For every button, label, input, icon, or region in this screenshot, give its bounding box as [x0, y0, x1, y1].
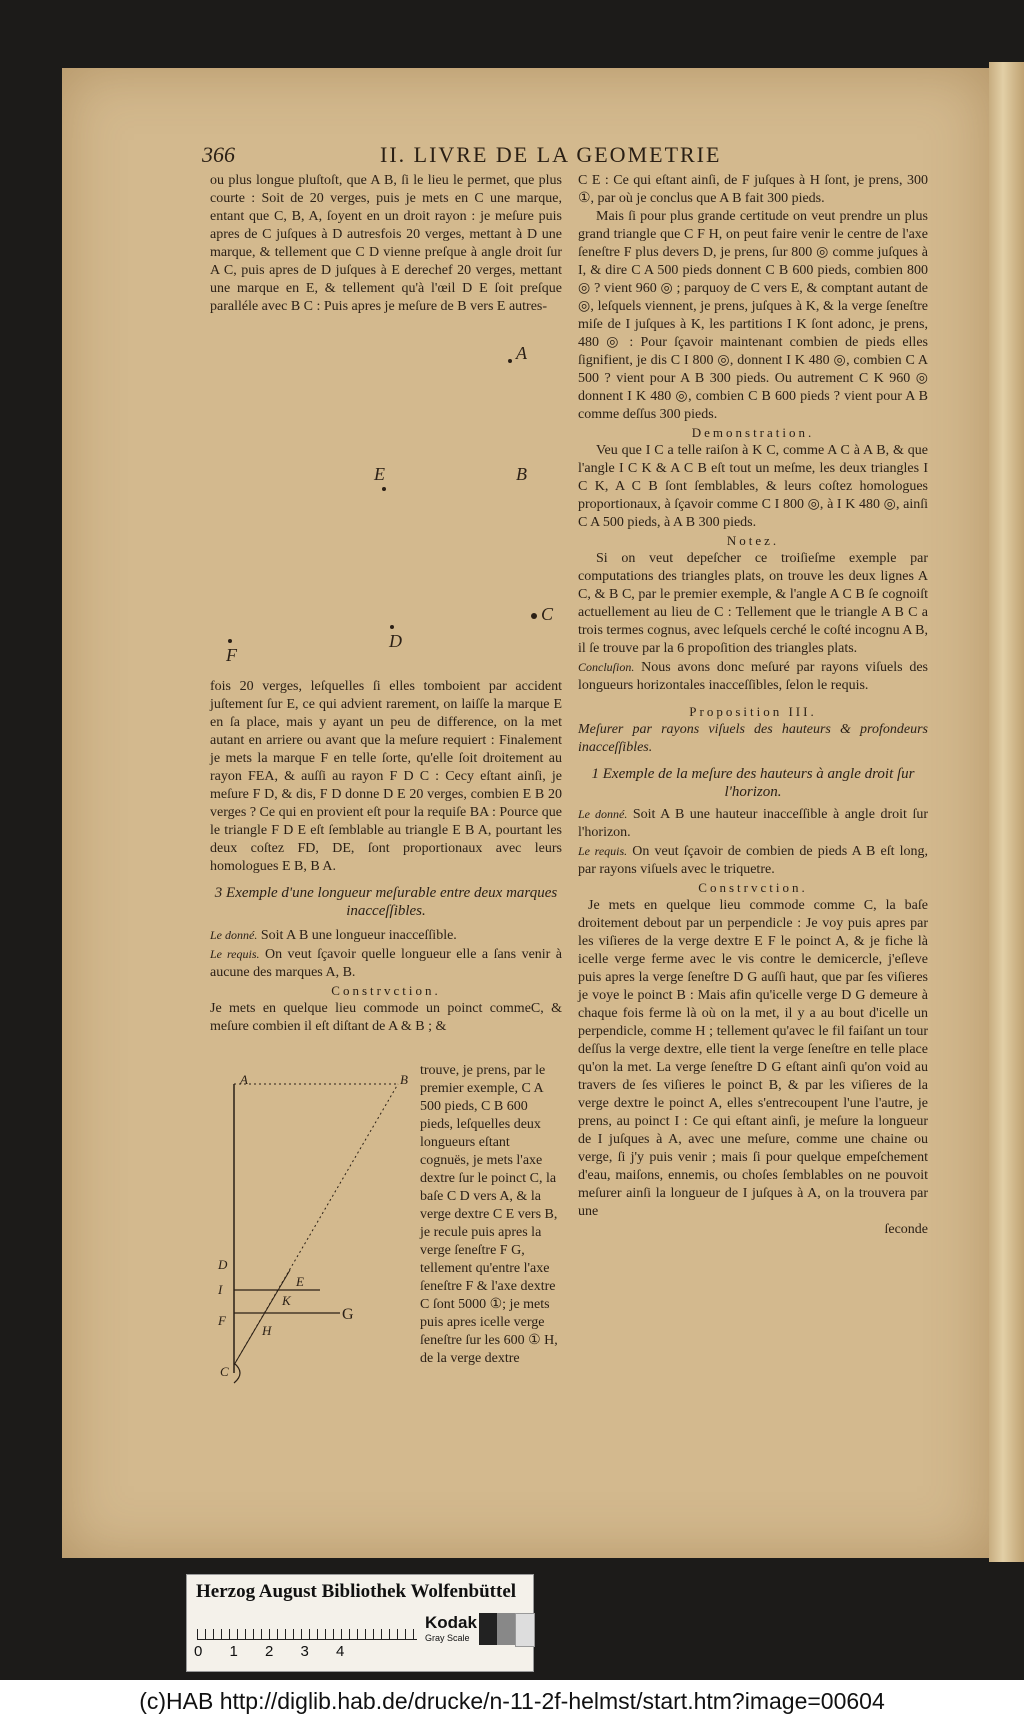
- fig1-label-c: C: [541, 604, 554, 624]
- example-3-title: 3 Exemple d'une longueur meſurable entre deux marques inacceſſibles.: [214, 885, 558, 919]
- right-construction-heading: Constrvction.: [698, 880, 808, 895]
- requis-label: Le requis.: [210, 947, 260, 961]
- running-title: II. LIVRE DE LA GEOMETRIE: [380, 142, 722, 167]
- fig1-label-b: B: [516, 464, 527, 484]
- left-para-1: ou plus longue pluſtoſt, que A B, ſi le lieu le permet, que plus courte : Soit de 20 verges, puis je mets en C une marque, entant que C, B, A, ſoyent en un droit rayon : je meſure puis apres de C juſques à D autresfois 20 verges, mettant à D une marque, & tellement que C D vienne preſque à angle droit ſur A C, puis apres de D juſques à E derechef 20 verges, mettant une marque en E, & tellement qu'à l'œil D E ſoit preſque paralléle avec B C : Puis apres je meſure de B vers E autres-: [210, 173, 562, 314]
- fig2-diagram: [210, 1065, 410, 1385]
- fig2-label-f: F: [218, 1313, 226, 1328]
- right-requis-label: Le requis.: [578, 844, 628, 858]
- fig2-label-c: C: [220, 1364, 229, 1379]
- fig2-label-e: E: [296, 1274, 304, 1289]
- page-edge: [989, 62, 1024, 1562]
- fig1-label-f: F: [226, 645, 237, 665]
- source-url-footer: (c)HAB http://diglib.hab.de/drucke/n-11-2f-helmst/start.htm?image=00604: [0, 1680, 1024, 1722]
- fig2-label-h: H: [262, 1323, 272, 1338]
- fig2-label-i: I: [218, 1282, 223, 1297]
- fig1-label-a: A: [516, 343, 527, 363]
- notez-text: Si on veut depeſcher ce troiſieſme exemple par computations des triangles plats, on trouve les deux lignes A C, & B C, par le premier exemple, & l'angle A C B ſe cognoiſt actuellement au lieu de C : Tellement que le triangle A B C a trois termes cognus, avec leſquels cerché le coſté incognu A B, il ſe trouve par la 6 propoſition des triangles plats.: [578, 551, 928, 656]
- color-reference-card: [186, 1574, 534, 1672]
- fig2-label-b: B: [400, 1072, 408, 1087]
- demonstration-text: Veu que I C a telle raiſon à K C, comme A C à A B, & que l'angle I C K & A C B eſt tout un meſme, les deux triangles I C K, A C B ſont ſemblables, & leurs coſtez homologues proportionaux, à ſçavoir comme C I 800 ◎, à I K 480 ◎, ainſi C A 500 pieds, à A B 300 pieds.: [578, 443, 928, 530]
- right-given-text: Soit A B une hauteur inacceſſible à angle droit ſur l'horizon.: [578, 807, 928, 840]
- conclusion-text: Nous avons donc meſuré par rayons viſuels des longueurs horizontales inacceſſibles, ſelon le requis.: [578, 660, 929, 693]
- page-number: 366: [202, 142, 235, 167]
- swatch-gray: [497, 1613, 515, 1645]
- example-1-title: 1 Exemple de la meſure des hauteurs à angle droit ſur l'horizon.: [591, 766, 915, 800]
- demonstration-heading: Demonstration.: [691, 425, 815, 440]
- swatch-black: [479, 1613, 497, 1645]
- gray-scale-label: Gray Scale: [425, 1633, 470, 1643]
- given-text: Soit A B une longueur inacceſſible.: [260, 928, 457, 943]
- ruler-numbers: 0 1 2 3 4: [194, 1643, 345, 1660]
- fig1-label-d: D: [389, 631, 402, 651]
- right-para-2: Mais ſi pour plus grande certitude on veut prendre un plus grand triangle que C F H, on peut faire venir le centre de l'axe ſeneſtre F plus devers D, je prens, ſur 800 ◎ comme juſques à I, & dire C A 500 pieds donnent C B 600 pieds, combien 800 ◎ ? vient 960 ◎ ; parquoy de C vers E, & comptant autant de ◎, leſquels viennent, je prens, juſques à K, & la verge ſeneſtre miſe de I juſques à K, les partitions I K ſont adonc, je prens, 480 ◎ : Pour ſçavoir maintenant combien de pieds elles ſignifient, je dis C I 800 ◎, donnent I K 480 ◎, combien C A 500 ? vient pour A B 300 pieds. Ou autrement C K 960 ◎ donnent I K 480 ◎, combien C B 600 pieds ? vient pour A B comme deſſus 300 pieds.: [578, 209, 928, 422]
- given-label: Le donné.: [210, 928, 258, 942]
- fig1-label-e: E: [374, 464, 385, 484]
- conclusion-label: Concluſion.: [578, 660, 635, 674]
- catchword: ſeconde: [884, 1222, 928, 1237]
- right-given-label: Le donné.: [578, 807, 628, 821]
- fig2-label-k: K: [282, 1293, 291, 1308]
- right-para-3: Je mets en quelque lieu commode comme C, la baſe droitement debout par un perpendicle : Je voy puis apres par les viſieres de la verge dextre E F le poinct A, & je fiche là icelle verge ferme avec le vis contre le demicercle, j'eſleve puis apres la verge ſeneſtre D G auſſi haut, que par ſes viſieres je voye le poinct B : Mais afin qu'icelle verge D G demeure à chaque fois ferme là où on la met, il y a au bout d'icelle un perpendicle, comme H ; tellement qu'avec le fil faiſant un tour deſſus la verge dextre, elle tient la verge ſeneſtre en telle place qu'on la met. La verge ſeneſtre D G eſtant ainſi qu'on void au travers de ſes viſieres le poinct B, & par les viſieres de la verge dextre le poinct A, elles s'entrecoupent l'une l'autre, je prens, au poinct I : Ce qui eſtant ainſi, je meſure la longueur de I juſques à A, avec une meſure, comme une chaine ou verge, ſi j'y puis venir ; mais ſi pour quelque empeſchement d'eau, maiſons, ennemis, ou choſes ſemblables on ne pouvoit meſurer ainſi la longueur de I juſques à A, on la trouvera par une: [578, 898, 928, 1219]
- ruler-scale: [197, 1613, 417, 1640]
- proposition-text: Meſurer par rayons viſuels des hauteurs & profondeurs inacceſſibles.: [578, 722, 928, 755]
- swatch-white: [515, 1613, 535, 1647]
- requis-text: On veut ſçavoir quelle longueur elle a ſans venir à aucune des marques A, B.: [210, 947, 563, 980]
- fig2-label-d: D: [218, 1257, 228, 1272]
- right-para-1: C E : Ce qui eſtant ainſi, de F juſques à H ſont, je prens, 300 ①, par où je conclus que A B fait 300 pieds.: [578, 173, 928, 206]
- fig2-label-g: G: [342, 1306, 354, 1323]
- running-header: [202, 142, 762, 168]
- right-column: [578, 172, 928, 1239]
- fig2-label-a: A: [240, 1072, 248, 1087]
- proposition-heading: Proposition III.: [689, 704, 817, 719]
- right-requis-text: On veut ſçavoir de combien de pieds A B eſt long, par rayons viſuels avec le triquetre.: [578, 844, 928, 877]
- left-para-2: fois 20 verges, leſquelles ſi elles tomboient par accident juſtement ſur E, ce qui advient rarement, on laiſſe la marque E en ſa place, mais y ayant un peu de difference, on la met autant en arriere ou avant que la meſure requiert : Finalement je mets la marque F en telle ſorte, qu'elle ſoit droitement au rayon FEA, & auſſi au rayon F D C : Cecy eſtant ainſi, je meſure F D, & dis, F D donne D E 20 verges, combien E B 20 verges ? Ce qui en provient eſt pour la requiſe BA : Pource que le triangle F D E eſt ſemblable au triangle E B A, pourtant les deux coſtez FD, DE, ſont proportionaux avec leurs homologues E B, B A. 3 Exemple d'une longueur meſurable entre deux marques inacceſſibles. Le donné. Soit A B une longueur inacceſſible. Le requis. On veut ſçavoir quelle longueur elle a ſans venir à aucune des marques A, B. Constrvction. Je mets en quelque lieu commode un poinct commeC, & meſure combien il eſt diſtant de A & B ; &: [210, 679, 563, 1034]
- kodak-logo: Kodak: [425, 1613, 477, 1632]
- construction-heading: Constrvction.: [331, 983, 441, 998]
- notez-heading: Notez.: [726, 533, 780, 548]
- card-title: Herzog August Bibliothek Wolfenbüttel: [196, 1581, 517, 1602]
- left-para-3: Je mets en quelque lieu commode un poinct commeC, & meſure combien il eſt diſtant de A & B ; &: [210, 1001, 562, 1034]
- left-para-4: trouve, je prens, par le premier exemple, C A 500 pieds, C B 600 pieds, leſquelles deux longueurs eſtant cognuës, je mets l'axe dextre ſur le poinct C, la baſe C D vers A, & la verge dextre C E vers B, je recule puis apres la verge ſeneſtre F G, tellement qu'entre l'axe ſeneſtre F & l'axe dextre C ſont 5000 ①; je mets puis apres icelle verge ſeneſtre ſur les 600 ① H, de la verge dextre: [420, 1063, 558, 1366]
